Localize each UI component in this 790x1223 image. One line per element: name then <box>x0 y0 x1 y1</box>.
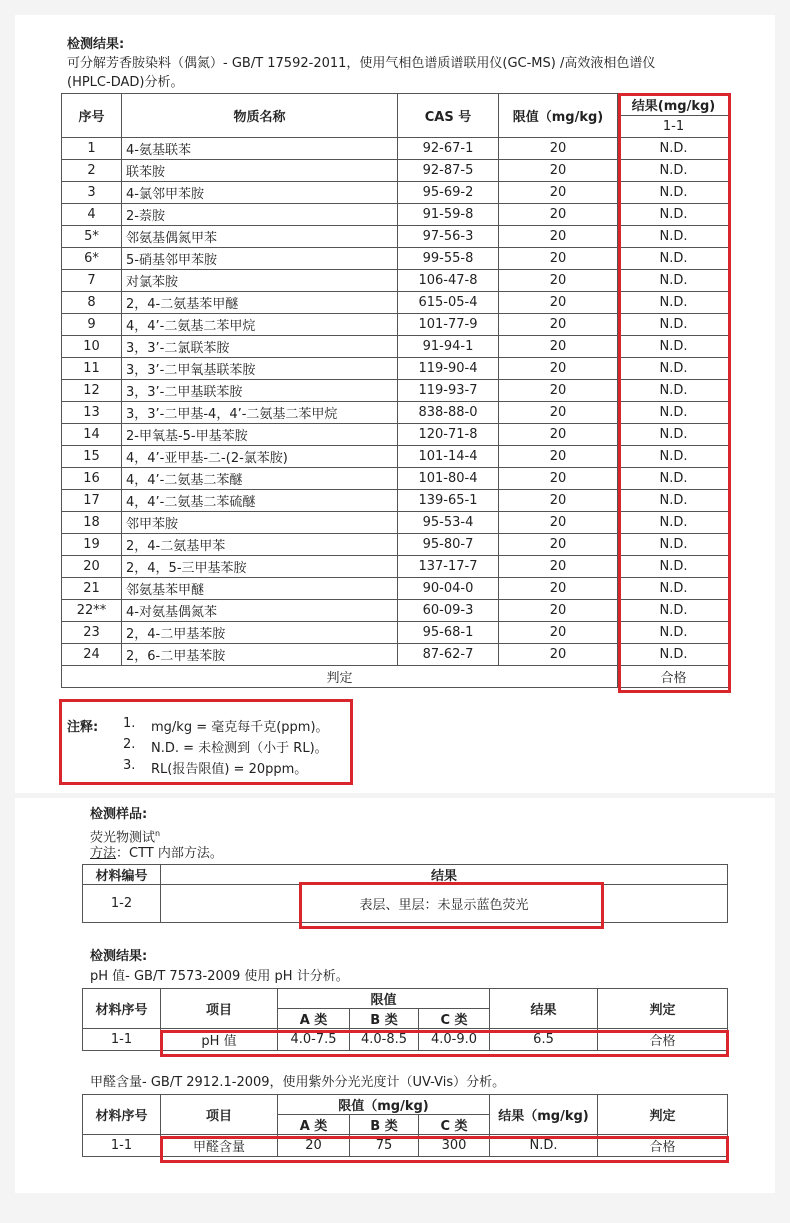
table-row <box>62 358 730 380</box>
table-row <box>62 424 730 446</box>
row-result: N.D. <box>618 468 730 490</box>
row-result: N.D. <box>618 644 730 666</box>
note-text-2: N.D. = 未检测到（小于 RL)。 <box>151 741 328 756</box>
row-limit: 20 <box>499 292 618 314</box>
notes-label: 注释: <box>67 720 99 735</box>
header-result-sample: 1-1 <box>618 116 730 138</box>
header-no: 序号 <box>62 94 122 138</box>
row-result: N.D. <box>618 248 730 270</box>
ph-method: pH 值- GB/T 7573-2009 使用 pH 计分析。 <box>90 969 349 984</box>
formaldehyde-table <box>82 1094 728 1157</box>
row-cas: 90-04-0 <box>398 578 499 600</box>
header-limit: 限值（mg/kg) <box>499 94 618 138</box>
fl-result: 表层、里层：未显示蓝色荧光 <box>161 885 728 923</box>
table-row <box>62 402 730 424</box>
row-no: 16 <box>62 468 122 490</box>
form-header-verdict: 判定 <box>598 1095 728 1135</box>
row-no: 11 <box>62 358 122 380</box>
table-row <box>62 446 730 468</box>
table-row <box>62 138 730 160</box>
table-row <box>62 490 730 512</box>
row-no: 17 <box>62 490 122 512</box>
header-result: 结果(mg/kg) <box>618 94 730 116</box>
row-limit: 20 <box>499 490 618 512</box>
row-cas: 95-69-2 <box>398 182 499 204</box>
ph-header-material-no: 材料序号 <box>83 989 161 1029</box>
row-no: 5* <box>62 226 122 248</box>
table-row <box>62 578 730 600</box>
row-result: N.D. <box>618 314 730 336</box>
row-substance-name: 2，4-二氨基甲苯 <box>122 534 398 556</box>
ph-verdict: 合格 <box>598 1029 728 1051</box>
row-cas: 615-05-4 <box>398 292 499 314</box>
table-row <box>62 380 730 402</box>
table-row <box>62 336 730 358</box>
row-cas: 91-59-8 <box>398 204 499 226</box>
row-substance-name: 4，4’-二氨基二苯甲烷 <box>122 314 398 336</box>
table-row <box>62 204 730 226</box>
row-substance-name: 2-萘胺 <box>122 204 398 226</box>
note-number-3: 3. <box>123 758 136 773</box>
table-row <box>62 314 730 336</box>
fl-header-result: 结果 <box>161 865 728 885</box>
row-substance-name: 3，3’-二甲基联苯胺 <box>122 380 398 402</box>
row-no: 9 <box>62 314 122 336</box>
table-row <box>62 182 730 204</box>
row-result: N.D. <box>618 424 730 446</box>
row-substance-name: 3，3’-二甲氧基联苯胺 <box>122 358 398 380</box>
row-no: 7 <box>62 270 122 292</box>
row-result: N.D. <box>618 578 730 600</box>
row-result: N.D. <box>618 358 730 380</box>
table-row <box>62 622 730 644</box>
form-class-b: 75 <box>350 1135 419 1157</box>
ph-item: pH 值 <box>161 1029 278 1051</box>
method-label: 方法 <box>90 846 117 861</box>
row-no: 1 <box>62 138 122 160</box>
row-result: N.D. <box>618 402 730 424</box>
row-result: N.D. <box>618 380 730 402</box>
method-line-1: 可分解芳香胺染料（偶氮）- GB/T 17592-2011，使用气相色谱质谱联用仪(GC-MS) /高效液相色谱仪 <box>67 56 656 71</box>
row-substance-name: 3，3’-二氯联苯胺 <box>122 336 398 358</box>
form-header-item: 项目 <box>161 1095 278 1135</box>
ph-class-c: 4.0-9.0 <box>419 1029 490 1051</box>
row-result: N.D. <box>618 160 730 182</box>
ph-table <box>82 988 728 1051</box>
note-text-3: RL(报告限值) = 20ppm。 <box>151 762 308 777</box>
fl-header-material-no: 材料编号 <box>83 865 161 885</box>
row-no: 10 <box>62 336 122 358</box>
table-row <box>62 292 730 314</box>
form-header-class-c: C 类 <box>419 1115 490 1135</box>
table-row <box>62 468 730 490</box>
row-no: 19 <box>62 534 122 556</box>
row-cas: 106-47-8 <box>398 270 499 292</box>
row-no: 20 <box>62 556 122 578</box>
ph-class-b: 4.0-8.5 <box>350 1029 419 1051</box>
form-header-result: 结果（mg/kg) <box>490 1095 598 1135</box>
ph-header-class-b: B 类 <box>350 1009 419 1029</box>
row-substance-name: 对氯苯胺 <box>122 270 398 292</box>
formaldehyde-method: 甲醛含量- GB/T 2912.1-2009，使用紫外分光光度计（UV-Vis）分析。 <box>90 1075 506 1090</box>
note-number-1: 1. <box>123 716 136 731</box>
row-no: 3 <box>62 182 122 204</box>
row-no: 14 <box>62 424 122 446</box>
row-result: N.D. <box>618 336 730 358</box>
row-no: 2 <box>62 160 122 182</box>
fl-material-no: 1-2 <box>83 885 161 923</box>
form-verdict: 合格 <box>598 1135 728 1157</box>
row-substance-name: 5-硝基邻甲苯胺 <box>122 248 398 270</box>
results-heading-2: 检测结果: <box>90 949 148 964</box>
row-result: N.D. <box>618 226 730 248</box>
ph-header-result: 结果 <box>490 989 598 1029</box>
row-no: 23 <box>62 622 122 644</box>
form-material-no: 1-1 <box>83 1135 161 1157</box>
row-substance-name: 3，3’-二甲基-4，4’-二氨基二苯甲烷 <box>122 402 398 424</box>
table-row <box>62 534 730 556</box>
row-no: 22** <box>62 600 122 622</box>
row-limit: 20 <box>499 138 618 160</box>
row-substance-name: 2-甲氧基-5-甲基苯胺 <box>122 424 398 446</box>
row-substance-name: 2，4-二氨基苯甲醚 <box>122 292 398 314</box>
ph-header-limit: 限值 <box>278 989 490 1009</box>
row-no: 4 <box>62 204 122 226</box>
form-header-limit: 限值（mg/kg) <box>278 1095 490 1115</box>
row-limit: 20 <box>499 160 618 182</box>
row-cas: 101-80-4 <box>398 468 499 490</box>
row-limit: 20 <box>499 468 618 490</box>
form-class-c: 300 <box>419 1135 490 1157</box>
row-cas: 838-88-0 <box>398 402 499 424</box>
row-substance-name: 4-对氨基偶氮苯 <box>122 600 398 622</box>
ph-header-class-a: A 类 <box>278 1009 350 1029</box>
row-substance-name: 邻氨基苯甲醚 <box>122 578 398 600</box>
ph-header-item: 项目 <box>161 989 278 1029</box>
row-cas: 119-90-4 <box>398 358 499 380</box>
row-cas: 101-77-9 <box>398 314 499 336</box>
ph-class-a: 4.0-7.5 <box>278 1029 350 1051</box>
table-row <box>62 644 730 666</box>
form-class-a: 20 <box>278 1135 350 1157</box>
row-cas: 99-55-8 <box>398 248 499 270</box>
row-substance-name: 联苯胺 <box>122 160 398 182</box>
row-cas: 60-09-3 <box>398 600 499 622</box>
form-header-material-no: 材料序号 <box>83 1095 161 1135</box>
method-text: ：CTT 内部方法。 <box>116 846 223 861</box>
azo-table-body <box>62 138 730 666</box>
fluorescence-table <box>82 864 728 923</box>
row-result: N.D. <box>618 204 730 226</box>
row-result: N.D. <box>618 534 730 556</box>
row-cas: 87-62-7 <box>398 644 499 666</box>
table-row <box>62 160 730 182</box>
row-result: N.D. <box>618 138 730 160</box>
row-no: 24 <box>62 644 122 666</box>
table-row <box>62 556 730 578</box>
row-substance-name: 4-氯邻甲苯胺 <box>122 182 398 204</box>
row-limit: 20 <box>499 556 618 578</box>
row-limit: 20 <box>499 578 618 600</box>
row-limit: 20 <box>499 270 618 292</box>
table-row <box>62 270 730 292</box>
form-header-class-a: A 类 <box>278 1115 350 1135</box>
report-page-2 <box>15 798 775 1193</box>
row-cas: 95-80-7 <box>398 534 499 556</box>
verdict-value: 合格 <box>618 666 730 688</box>
header-cas: CAS 号 <box>398 94 499 138</box>
row-result: N.D. <box>618 270 730 292</box>
ph-result: 6.5 <box>490 1029 598 1051</box>
row-cas: 119-93-7 <box>398 380 499 402</box>
row-limit: 20 <box>499 248 618 270</box>
row-cas: 92-67-1 <box>398 138 499 160</box>
method-line-2: (HPLC-DAD)分析。 <box>67 75 184 90</box>
row-no: 21 <box>62 578 122 600</box>
row-no: 12 <box>62 380 122 402</box>
row-substance-name: 2，4，5-三甲基苯胺 <box>122 556 398 578</box>
form-item: 甲醛含量 <box>161 1135 278 1157</box>
fluorescence-test-title: 荧光物测试$^n$ <box>90 829 161 846</box>
row-cas: 97-56-3 <box>398 226 499 248</box>
row-limit: 20 <box>499 424 618 446</box>
row-substance-name: 邻氨基偶氮甲苯 <box>122 226 398 248</box>
row-limit: 20 <box>499 182 618 204</box>
row-limit: 20 <box>499 512 618 534</box>
row-result: N.D. <box>618 446 730 468</box>
row-substance-name: 2，6-二甲基苯胺 <box>122 644 398 666</box>
verdict-label: 判定 <box>62 666 618 688</box>
table-row <box>62 512 730 534</box>
row-limit: 20 <box>499 314 618 336</box>
row-no: 6* <box>62 248 122 270</box>
table-row <box>62 248 730 270</box>
row-limit: 20 <box>499 336 618 358</box>
row-substance-name: 4，4’-二氨基二苯醚 <box>122 468 398 490</box>
row-limit: 20 <box>499 534 618 556</box>
results-heading: 检测结果: <box>67 37 125 52</box>
row-cas: 95-68-1 <box>398 622 499 644</box>
form-result: N.D. <box>490 1135 598 1157</box>
row-substance-name: 邻甲苯胺 <box>122 512 398 534</box>
row-cas: 92-87-5 <box>398 160 499 182</box>
row-no: 18 <box>62 512 122 534</box>
row-no: 8 <box>62 292 122 314</box>
row-limit: 20 <box>499 600 618 622</box>
row-cas: 139-65-1 <box>398 490 499 512</box>
ph-header-class-c: C 类 <box>419 1009 490 1029</box>
row-result: N.D. <box>618 622 730 644</box>
row-limit: 20 <box>499 358 618 380</box>
row-substance-name: 4，4’-二氨基二苯硫醚 <box>122 490 398 512</box>
row-substance-name: 4，4’-亚甲基-二-(2-氯苯胺) <box>122 446 398 468</box>
row-limit: 20 <box>499 402 618 424</box>
row-limit: 20 <box>499 644 618 666</box>
table-row <box>62 600 730 622</box>
test-superscript: n <box>155 829 161 838</box>
note-text-1: mg/kg = 毫克每千克(ppm)。 <box>151 720 329 735</box>
row-result: N.D. <box>618 182 730 204</box>
row-result: N.D. <box>618 512 730 534</box>
sample-heading: 检测样品: <box>90 807 148 822</box>
row-substance-name: 2，4-二甲基苯胺 <box>122 622 398 644</box>
row-result: N.D. <box>618 600 730 622</box>
row-result: N.D. <box>618 292 730 314</box>
azo-amine-table <box>61 93 730 688</box>
report-page-1 <box>15 15 775 793</box>
form-header-class-b: B 类 <box>350 1115 419 1135</box>
row-no: 13 <box>62 402 122 424</box>
row-substance-name: 4-氨基联苯 <box>122 138 398 160</box>
row-cas: 95-53-4 <box>398 512 499 534</box>
row-limit: 20 <box>499 226 618 248</box>
header-substance-name: 物质名称 <box>122 94 398 138</box>
row-cas: 91-94-1 <box>398 336 499 358</box>
note-number-2: 2. <box>123 737 136 752</box>
fluorescence-method <box>90 845 223 862</box>
row-limit: 20 <box>499 446 618 468</box>
ph-material-no: 1-1 <box>83 1029 161 1051</box>
row-cas: 137-17-7 <box>398 556 499 578</box>
ph-header-verdict: 判定 <box>598 989 728 1029</box>
row-cas: 120-71-8 <box>398 424 499 446</box>
row-result: N.D. <box>618 556 730 578</box>
table-row <box>62 226 730 248</box>
row-limit: 20 <box>499 204 618 226</box>
row-cas: 101-14-4 <box>398 446 499 468</box>
row-no: 15 <box>62 446 122 468</box>
row-result: N.D. <box>618 490 730 512</box>
row-limit: 20 <box>499 380 618 402</box>
row-limit: 20 <box>499 622 618 644</box>
